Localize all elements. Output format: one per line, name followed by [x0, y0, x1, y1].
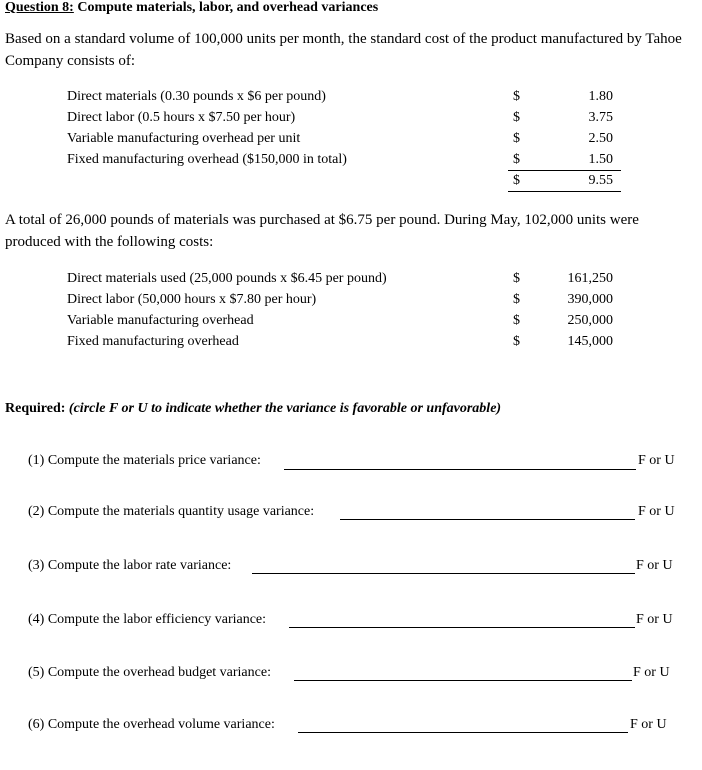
standard-cost-amount: 3.75	[588, 110, 613, 125]
favorable-unfavorable-choice[interactable]: F or U	[636, 558, 673, 573]
answer-line-6[interactable]	[298, 732, 628, 733]
actual-cost-label: Direct labor (50,000 hours x $7.80 per hour)	[67, 292, 317, 307]
question-title-text: Compute materials, labor, and overhead variances	[77, 0, 379, 15]
standard-cost-label: Direct materials (0.30 pounds x $6 per pound)	[67, 89, 326, 104]
standard-cost-label: Fixed manufacturing overhead ($150,000 in total)	[67, 152, 347, 167]
actual-cost-amount: 250,000	[567, 313, 613, 328]
favorable-unfavorable-choice[interactable]: F or U	[630, 717, 667, 732]
currency-symbol: $	[513, 131, 520, 146]
question-title	[5, 0, 378, 16]
currency-symbol: $	[513, 292, 520, 307]
required-instruction: (circle F or U to indicate whether the variance is favorable or unfavorable)	[68, 401, 502, 416]
actual-costs-paragraph: A total of 26,000 pounds of materials was purchased at $6.75 per pound. During May, 102,000 units were produced with the following costs:	[5, 212, 639, 250]
answer-line-1[interactable]	[284, 469, 636, 470]
favorable-unfavorable-choice[interactable]: F or U	[638, 453, 675, 468]
currency-symbol: $	[513, 173, 520, 188]
question-4-label: (4) Compute the labor efficiency variance:	[28, 612, 267, 627]
standard-cost-amount: 1.50	[588, 152, 613, 167]
intro-paragraph: Based on a standard volume of 100,000 units per month, the standard cost of the product manufactured by Tahoe Company consists of:	[5, 31, 682, 69]
actual-cost-label: Fixed manufacturing overhead	[67, 334, 239, 349]
answer-line-3[interactable]	[252, 573, 635, 574]
currency-symbol: $	[513, 271, 520, 286]
standard-cost-label: Direct labor (0.5 hours x $7.50 per hour)	[67, 110, 296, 125]
answer-line-2[interactable]	[340, 519, 635, 520]
standard-cost-amount: 1.80	[588, 89, 613, 104]
answer-line-5[interactable]	[294, 680, 632, 681]
currency-symbol: $	[513, 313, 520, 328]
actual-cost-amount: 390,000	[567, 292, 613, 307]
currency-symbol: $	[513, 89, 520, 104]
question-2-label: (2) Compute the materials quantity usage variance:	[28, 504, 315, 519]
standard-total-amount: 9.55	[588, 173, 613, 188]
question-number: Question 8:	[5, 0, 74, 15]
actual-cost-label: Direct materials used (25,000 pounds x $6.45 per pound)	[67, 271, 387, 286]
question-1-label: (1) Compute the materials price variance:	[28, 453, 261, 468]
subtotal-underline	[508, 170, 621, 171]
required-label: Required:	[5, 401, 66, 416]
favorable-unfavorable-choice[interactable]: F or U	[636, 612, 673, 627]
standard-cost-label: Variable manufacturing overhead per unit	[67, 131, 301, 146]
actual-cost-amount: 161,250	[567, 271, 613, 286]
currency-symbol: $	[513, 334, 520, 349]
actual-cost-label: Variable manufacturing overhead	[67, 313, 254, 328]
actual-cost-amount: 145,000	[567, 334, 613, 349]
currency-symbol: $	[513, 110, 520, 125]
required-heading	[5, 401, 501, 417]
answer-line-4[interactable]	[289, 627, 635, 628]
question-3-label: (3) Compute the labor rate variance:	[28, 558, 232, 573]
question-6-label: (6) Compute the overhead volume variance:	[28, 717, 275, 732]
question-5-label: (5) Compute the overhead budget variance:	[28, 665, 271, 680]
favorable-unfavorable-choice[interactable]: F or U	[638, 504, 675, 519]
standard-cost-amount: 2.50	[588, 131, 613, 146]
total-underline	[508, 191, 621, 192]
favorable-unfavorable-choice[interactable]: F or U	[633, 665, 670, 680]
currency-symbol: $	[513, 152, 520, 167]
